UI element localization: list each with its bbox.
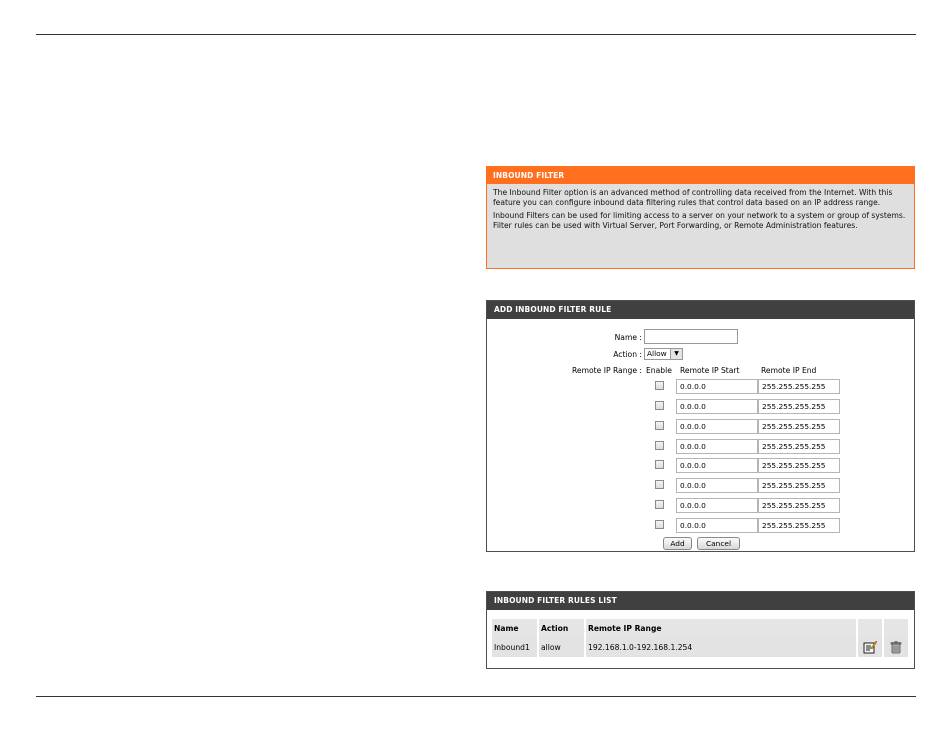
enable-checkbox[interactable] (655, 520, 664, 529)
ip-range-row (487, 458, 914, 474)
panel-title: INBOUND FILTER (487, 167, 914, 184)
delete-column-header (883, 619, 908, 637)
remote-ip-end-input[interactable]: 255.255.255.255 (758, 498, 840, 513)
edit-icon[interactable] (863, 640, 877, 654)
remote-ip-end-input[interactable]: 255.255.255.255 (758, 458, 840, 473)
remote-ip-end-column-header: Remote IP End (761, 366, 817, 375)
remote-ip-range-label: Remote IP Range : (572, 366, 642, 375)
rules-table (492, 619, 908, 657)
ip-range-row (487, 419, 914, 435)
action-label: Action : (613, 350, 642, 359)
add-inbound-filter-rule-panel (486, 300, 915, 552)
inbound-filter-rules-list-panel (486, 591, 915, 669)
enable-checkbox[interactable] (655, 500, 664, 509)
table-header-row (492, 619, 908, 637)
remote-ip-start-input[interactable]: 0.0.0.0 (676, 458, 758, 473)
edit-column-header (857, 619, 883, 637)
action-select[interactable] (644, 348, 683, 360)
enable-column-header: Enable (646, 366, 672, 375)
remote-ip-end-input[interactable]: 255.255.255.255 (758, 518, 840, 533)
remote-ip-start-input[interactable]: 0.0.0.0 (676, 498, 758, 513)
enable-checkbox[interactable] (655, 441, 664, 450)
name-input[interactable] (644, 329, 738, 344)
remote-ip-start-input[interactable]: 0.0.0.0 (676, 478, 758, 493)
ip-range-row (487, 439, 914, 455)
enable-checkbox[interactable] (655, 421, 664, 430)
remote-ip-start-input[interactable]: 0.0.0.0 (676, 399, 758, 414)
remote-ip-start-column-header: Remote IP Start (680, 366, 740, 375)
ip-range-row (487, 379, 914, 395)
rule-action-cell: allow (538, 637, 585, 657)
cancel-button[interactable]: Cancel (697, 537, 740, 550)
remote-ip-end-input[interactable]: 255.255.255.255 (758, 478, 840, 493)
ip-range-row (487, 498, 914, 514)
chevron-down-icon[interactable]: ▼ (670, 349, 682, 359)
remote-ip-start-input[interactable]: 0.0.0.0 (676, 379, 758, 394)
ip-range-row (487, 478, 914, 494)
ip-range-row (487, 518, 914, 534)
panel-title: ADD INBOUND FILTER RULE (487, 301, 914, 319)
remote-ip-range-column-header: Remote IP Range (585, 619, 857, 637)
enable-checkbox[interactable] (655, 460, 664, 469)
edit-cell (857, 637, 883, 657)
trash-icon[interactable] (889, 640, 903, 654)
table-row (492, 637, 908, 657)
remote-ip-end-input[interactable]: 255.255.255.255 (758, 439, 840, 454)
top-divider (36, 34, 916, 35)
rule-name-cell: Inbound1 (492, 637, 538, 657)
name-label: Name : (614, 333, 642, 342)
bottom-divider (36, 696, 916, 697)
rule-range-cell: 192.168.1.0-192.168.1.254 (585, 637, 857, 657)
panel-title: INBOUND FILTER RULES LIST (487, 592, 914, 610)
name-column-header: Name (492, 619, 538, 637)
intro-paragraph: The Inbound Filter option is an advanced method of controlling data received from the Internet. With this feature you can configure inbound data filtering rules that control data based on an IP address range. (493, 188, 893, 207)
inbound-filter-info-panel (486, 166, 915, 269)
remote-ip-start-input[interactable]: 0.0.0.0 (676, 419, 758, 434)
remote-ip-start-input[interactable]: 0.0.0.0 (676, 518, 758, 533)
add-button[interactable]: Add (663, 537, 692, 550)
enable-checkbox[interactable] (655, 381, 664, 390)
action-column-header: Action (538, 619, 585, 637)
remote-ip-end-input[interactable]: 255.255.255.255 (758, 419, 840, 434)
ip-range-row (487, 399, 914, 415)
remote-ip-end-input[interactable]: 255.255.255.255 (758, 379, 840, 394)
remote-ip-start-input[interactable]: 0.0.0.0 (676, 439, 758, 454)
intro-paragraph: Inbound Filters can be used for limiting access to a server on your network to a system or group of systems. Filter rules can be used with Virtual Server, Port Forwarding, or Remote Administration features. (493, 211, 906, 230)
remote-ip-end-input[interactable]: 255.255.255.255 (758, 399, 840, 414)
enable-checkbox[interactable] (655, 401, 664, 410)
delete-cell (883, 637, 908, 657)
action-select-value: Allow (647, 349, 667, 358)
enable-checkbox[interactable] (655, 480, 664, 489)
